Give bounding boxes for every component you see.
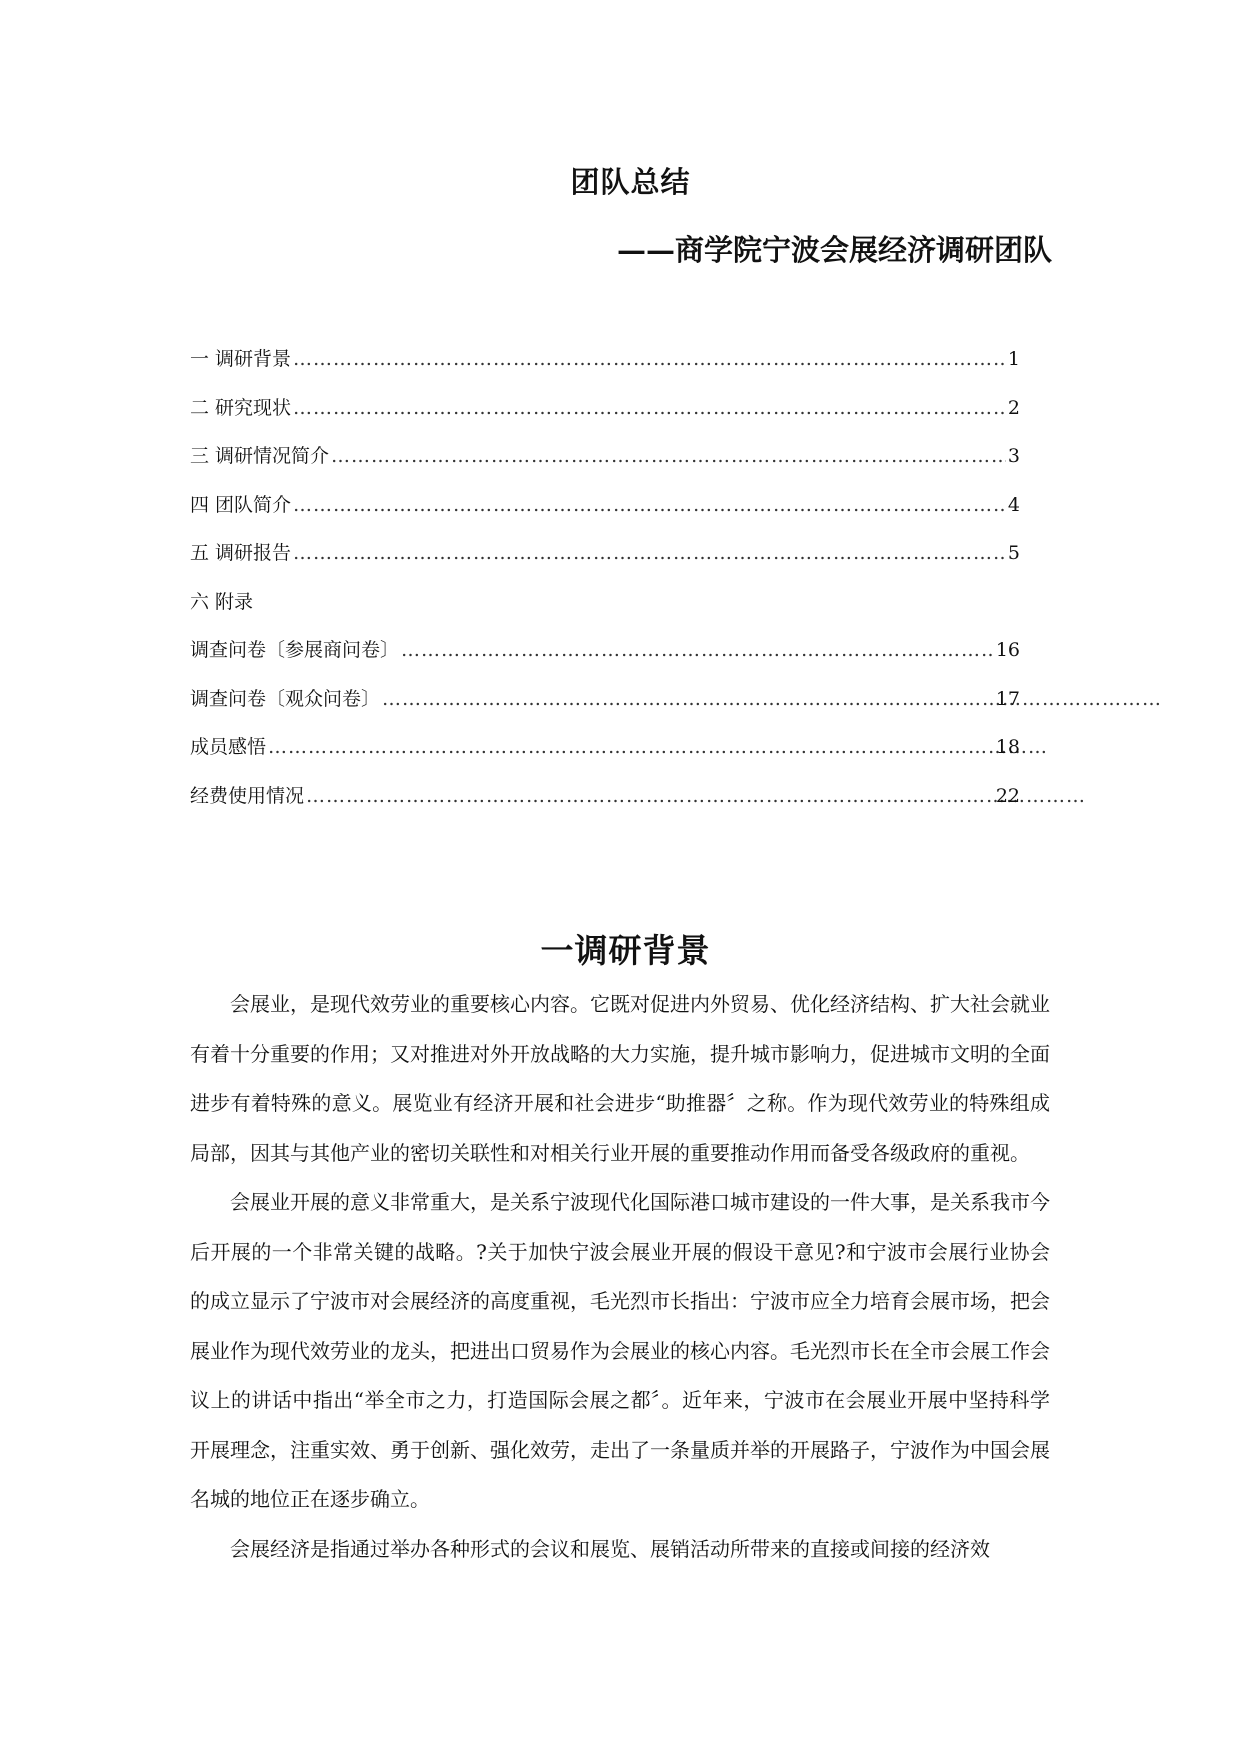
- toc-entry: [190, 675, 1020, 724]
- toc-entry-page: 5: [1007, 542, 1020, 564]
- toc-dot-leader: [293, 481, 1006, 530]
- toc-entry: [190, 481, 1020, 530]
- toc-dot-leader: [268, 723, 1046, 772]
- document-subtitle: ——商学院宁波会展经济调研团队: [616, 233, 1052, 267]
- toc-entry: [190, 772, 1020, 821]
- toc-entry-label: 六 附录: [190, 590, 254, 613]
- body-paragraph: 会展业开展的意义非常重大，是关系宁波现代化国际港口城市建设的一件大事，是关系我市今后开展的一个非常关键的战略。?关于加快宁波会展业开展的假设干意见?和宁波市会展行业协会的成立显示了宁波市对会展经济的高度重视，毛光烈市长指出：宁波市应全力培育会展市场，把会展业作为现代效劳业的龙头，把进出口贸易作为会展业的核心内容。毛光烈市长在全市会展工作会议上的讲话中指出“举全市之力，打造国际会展之都〞。近年来，宁波市在会展业开展中坚持科学开展理念，注重实效、勇于创新、强化效劳，走出了一条量质并举的开展路子，宁波作为中国会展名城的地位正在逐步确立。: [190, 1190, 1050, 1511]
- toc-entry: [190, 723, 1020, 772]
- toc-entry-page: 22: [995, 784, 1020, 807]
- body-paragraph: 会展经济是指通过举办各种形式的会议和展览、展销活动所带来的直接或间接的经济效: [230, 1536, 990, 1561]
- toc-dot-leader: [293, 529, 1006, 578]
- toc-entry-page: 17: [995, 687, 1020, 710]
- toc-entry-label: 三 调研情况简介: [190, 445, 330, 467]
- toc-dot-leader: [331, 432, 1006, 481]
- table-of-contents: [190, 335, 1020, 820]
- toc-entry-label: 四 团队简介: [190, 493, 292, 516]
- section-body: [190, 980, 1050, 1574]
- toc-entry-label: 一 调研背景: [190, 348, 292, 370]
- toc-entry-page: 18: [995, 736, 1020, 758]
- toc-entry: [190, 529, 1020, 578]
- toc-dot-leader: [401, 626, 994, 675]
- toc-entry-label: 调查问卷〔观众问卷〕: [190, 687, 381, 710]
- toc-entry: [190, 578, 1020, 627]
- toc-entry: [190, 432, 1020, 481]
- body-paragraph: 会展业，是现代效劳业的重要核心内容。它既对促进内外贸易、优化经济结构、扩大社会就业有着十分重要的作用；又对推进对外开放战略的大力实施，提升城市影响力，促进城市文明的全面进步有着特殊的意义。展览业有经济开展和社会进步“助推器〞之称。作为现代效劳业的特殊组成局部，因其与其他产业的密切关联性和对相关行业开展的重要推动作用而备受各级政府的重视。: [190, 992, 1050, 1165]
- toc-entry: [190, 626, 1020, 675]
- toc-entry-page: 1: [1007, 348, 1020, 370]
- toc-entry-page: 4: [1007, 493, 1020, 516]
- toc-entry: [190, 384, 1020, 433]
- toc-entry-page: 16: [995, 639, 1020, 661]
- toc-entry-label: 成员感悟: [190, 736, 267, 758]
- document-title: 团队总结: [570, 165, 691, 199]
- toc-dot-leader: [382, 675, 1160, 724]
- section-heading: 一调研背景: [540, 931, 711, 970]
- toc-entry: [190, 335, 1020, 384]
- toc-dot-leader: [306, 772, 1084, 821]
- toc-entry-label: 经费使用情况: [190, 784, 305, 807]
- toc-entry-label: 二 研究现状: [190, 396, 292, 419]
- toc-dot-leader: [293, 384, 1006, 433]
- toc-entry-label: 五 调研报告: [190, 542, 292, 564]
- toc-dot-leader: [293, 335, 1006, 384]
- toc-entry-page: 3: [1007, 445, 1020, 467]
- toc-entry-page: 2: [1007, 396, 1020, 419]
- toc-entry-label: 调查问卷〔参展商问卷〕: [190, 639, 400, 661]
